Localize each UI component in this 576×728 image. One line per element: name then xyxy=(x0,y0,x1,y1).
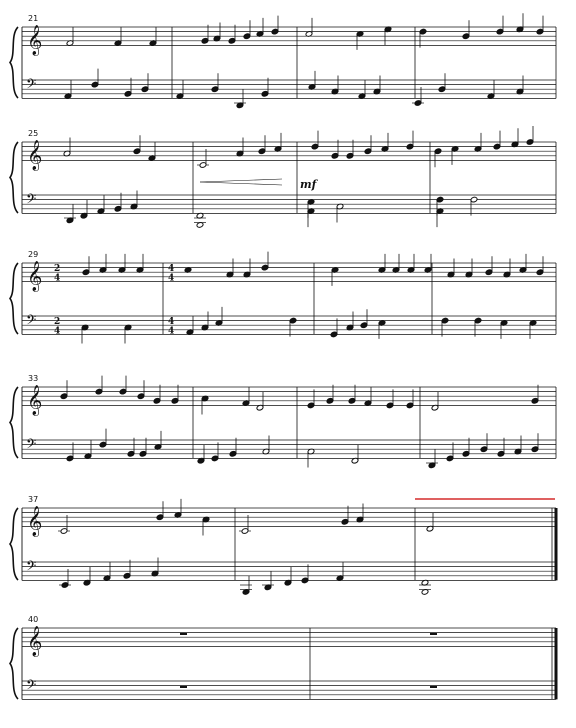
note xyxy=(447,259,455,278)
whole-rest xyxy=(430,633,437,635)
note xyxy=(124,324,132,343)
note xyxy=(378,320,386,339)
note xyxy=(83,567,91,586)
measure-number: 37 xyxy=(28,495,39,504)
whole-rest xyxy=(180,633,187,635)
note xyxy=(307,208,315,227)
system-33 xyxy=(10,374,556,469)
brace xyxy=(10,387,18,458)
note xyxy=(114,27,122,46)
note xyxy=(174,499,182,518)
time-signature-bottom: 4 xyxy=(168,326,175,337)
note xyxy=(474,133,482,152)
note xyxy=(392,254,400,273)
note xyxy=(419,28,427,47)
note xyxy=(124,78,132,97)
note xyxy=(82,256,90,275)
note xyxy=(66,442,74,461)
note xyxy=(536,256,544,275)
note xyxy=(500,320,508,339)
treble-clef-icon: 𝄞 xyxy=(27,626,43,657)
note xyxy=(156,501,164,520)
note xyxy=(261,252,269,271)
note xyxy=(360,309,368,328)
treble-staff xyxy=(22,625,556,657)
note xyxy=(348,385,356,404)
note xyxy=(63,138,71,157)
note xyxy=(331,267,339,286)
note xyxy=(118,254,126,273)
note xyxy=(331,140,339,159)
measure-number: 29 xyxy=(28,250,39,259)
note xyxy=(331,76,339,95)
treble-staff xyxy=(22,24,556,56)
note xyxy=(470,196,478,215)
note xyxy=(211,442,219,461)
brace xyxy=(10,27,18,98)
note xyxy=(133,135,141,154)
note xyxy=(99,254,107,273)
note xyxy=(84,440,92,459)
note xyxy=(381,133,389,152)
note xyxy=(137,380,145,399)
measure-number: 21 xyxy=(28,14,39,23)
note xyxy=(406,389,414,408)
bass-clef-icon: 𝄢 xyxy=(26,677,37,697)
note xyxy=(311,131,319,150)
note xyxy=(201,25,209,44)
brace xyxy=(10,263,18,334)
treble-clef-icon: 𝄞 xyxy=(27,506,43,537)
note xyxy=(60,380,68,399)
note xyxy=(485,256,493,275)
note xyxy=(97,195,105,214)
note xyxy=(119,376,127,395)
note xyxy=(141,73,149,92)
bass-clef-icon: 𝄢 xyxy=(26,191,37,211)
note xyxy=(336,562,344,581)
note xyxy=(284,567,292,586)
note xyxy=(262,436,270,455)
note xyxy=(151,558,159,577)
treble-staff xyxy=(22,139,556,171)
note xyxy=(258,135,266,154)
note xyxy=(226,259,234,278)
note xyxy=(503,259,511,278)
note xyxy=(424,254,432,273)
note xyxy=(197,445,205,464)
note xyxy=(139,438,147,457)
note xyxy=(436,208,444,227)
note xyxy=(307,448,315,467)
note xyxy=(346,140,354,159)
note xyxy=(59,569,71,588)
note xyxy=(229,438,237,457)
hairpin xyxy=(200,182,282,185)
treble-clef-icon: 𝄞 xyxy=(27,140,43,171)
time-signature-bottom: 4 xyxy=(54,326,61,337)
note xyxy=(289,317,297,336)
note xyxy=(261,78,269,97)
bass-clef-icon: 𝄢 xyxy=(26,312,37,332)
dynamic-marking: mf xyxy=(300,178,317,191)
note xyxy=(308,71,316,90)
time-signature-top: 4 xyxy=(168,264,175,275)
note xyxy=(356,31,364,50)
note xyxy=(171,385,179,404)
system-40 xyxy=(10,615,556,699)
note xyxy=(91,69,99,88)
system-21 xyxy=(10,13,556,108)
time-signature-bottom: 4 xyxy=(168,273,175,284)
note xyxy=(356,504,364,523)
note xyxy=(213,23,221,42)
treble-clef-icon: 𝄞 xyxy=(27,261,43,292)
note xyxy=(446,442,454,461)
note xyxy=(186,316,194,335)
note xyxy=(451,146,459,165)
note xyxy=(154,431,162,450)
note xyxy=(239,515,251,534)
note xyxy=(493,131,501,150)
note xyxy=(351,445,359,464)
note xyxy=(386,389,394,408)
note xyxy=(531,433,539,452)
note xyxy=(201,312,209,331)
note xyxy=(99,429,107,448)
note xyxy=(123,560,131,579)
note xyxy=(215,307,223,326)
note xyxy=(136,254,144,273)
note xyxy=(531,385,539,404)
note xyxy=(201,395,209,414)
note xyxy=(202,516,210,535)
note xyxy=(497,438,505,457)
treble-clef-icon: 𝄞 xyxy=(27,385,43,416)
note xyxy=(373,76,381,95)
note xyxy=(64,80,72,99)
note xyxy=(462,20,470,39)
note xyxy=(114,193,122,212)
note xyxy=(95,376,103,395)
note xyxy=(406,131,414,150)
note xyxy=(234,89,246,108)
note xyxy=(236,138,244,157)
brace xyxy=(10,508,18,580)
system-25 xyxy=(10,126,556,228)
time-signature-top: 4 xyxy=(168,317,175,328)
note xyxy=(358,80,366,99)
whole-rest xyxy=(430,686,437,688)
note xyxy=(64,204,76,223)
note xyxy=(66,27,74,46)
note xyxy=(130,191,138,210)
note xyxy=(407,254,415,273)
note xyxy=(274,133,282,152)
note xyxy=(378,254,386,273)
note xyxy=(148,142,156,161)
note xyxy=(496,16,504,35)
note xyxy=(364,387,372,406)
note xyxy=(364,135,372,154)
bass-staff xyxy=(22,76,556,98)
brace xyxy=(10,142,18,213)
system-37 xyxy=(10,495,556,595)
note xyxy=(462,438,470,457)
note xyxy=(480,433,488,452)
whole-rest xyxy=(180,686,187,688)
note xyxy=(194,218,206,228)
note xyxy=(441,317,449,336)
bass-clef-icon: 𝄢 xyxy=(26,436,37,456)
note xyxy=(434,148,442,167)
note xyxy=(519,254,527,273)
note xyxy=(243,20,251,39)
note xyxy=(301,564,309,583)
brace xyxy=(10,628,18,699)
treble-staff xyxy=(22,505,556,537)
note xyxy=(426,449,438,468)
note xyxy=(341,506,349,525)
note xyxy=(58,515,70,534)
note xyxy=(80,200,88,219)
measure-number: 33 xyxy=(28,374,39,383)
note xyxy=(81,324,89,343)
treble-staff xyxy=(22,260,556,292)
note xyxy=(176,80,184,99)
note xyxy=(465,259,473,278)
note xyxy=(514,436,522,455)
note xyxy=(305,18,313,37)
measure-number: 40 xyxy=(28,615,39,624)
note xyxy=(153,385,161,404)
time-signature-top: 2 xyxy=(54,317,61,328)
time-signature-bottom: 4 xyxy=(54,273,61,284)
bass-clef-icon: 𝄢 xyxy=(26,76,37,96)
note xyxy=(256,18,264,37)
hairpin xyxy=(200,179,282,182)
note xyxy=(103,562,111,581)
note xyxy=(536,16,544,35)
note xyxy=(211,73,219,92)
note xyxy=(431,392,439,411)
note xyxy=(419,585,431,595)
note xyxy=(511,128,519,147)
treble-clef-icon: 𝄞 xyxy=(27,25,43,56)
note xyxy=(516,13,524,32)
note xyxy=(243,259,251,278)
note xyxy=(228,25,236,44)
note xyxy=(242,387,250,406)
note xyxy=(336,203,344,222)
bass-staff xyxy=(22,558,556,580)
measure-number: 25 xyxy=(28,129,39,138)
note xyxy=(271,16,279,35)
note xyxy=(412,87,424,106)
note xyxy=(516,76,524,95)
note xyxy=(346,312,354,331)
time-signature-top: 2 xyxy=(54,264,61,275)
note xyxy=(256,392,264,411)
note xyxy=(307,389,315,408)
note xyxy=(384,26,392,45)
note xyxy=(127,438,135,457)
note xyxy=(197,149,209,168)
bass-staff xyxy=(22,677,556,699)
note xyxy=(474,317,482,336)
note xyxy=(149,27,157,46)
note xyxy=(529,320,537,339)
note xyxy=(426,513,434,532)
note xyxy=(487,80,495,99)
note xyxy=(526,126,534,145)
note xyxy=(438,73,446,92)
note xyxy=(326,385,334,404)
note xyxy=(330,318,338,337)
note xyxy=(262,571,274,590)
note xyxy=(240,576,252,595)
bass-clef-icon: 𝄢 xyxy=(26,558,37,578)
system-29 xyxy=(10,250,556,344)
